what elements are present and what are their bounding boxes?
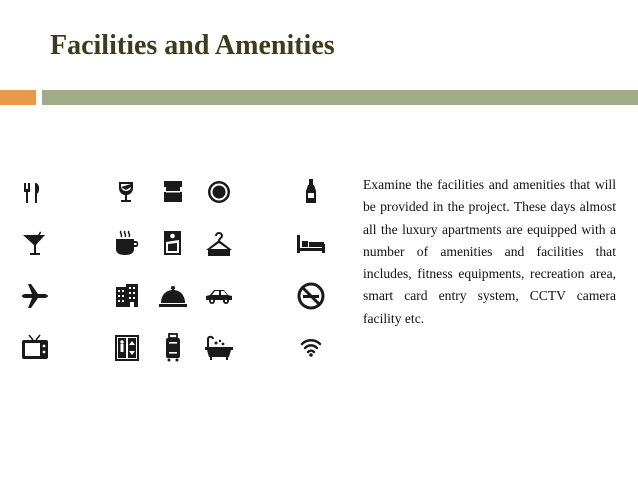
bathtub-icon — [202, 324, 248, 372]
accent-bar-green — [42, 90, 638, 105]
cocktail-icon — [18, 220, 64, 268]
bottle-icon — [294, 168, 340, 216]
building-icon — [110, 272, 156, 320]
luggage-icon — [156, 324, 202, 372]
door-hanger-icon — [156, 220, 202, 268]
plate-icon — [202, 168, 248, 216]
slide-body-text: Examine the facilities and amenities that will be provided in the project. These days almost all the luxury apartments are equipped with a number of amenities and facilities that includes, fitness equipments, recreation area, smart card entry system, CCTV camera facility etc. — [363, 177, 616, 326]
car-icon — [202, 272, 248, 320]
bed-icon — [294, 220, 340, 268]
fork-knife-icon — [18, 168, 64, 216]
wine-glass-icon — [110, 168, 156, 216]
tv-icon — [18, 324, 64, 372]
no-smoking-icon — [294, 272, 340, 320]
wifi-icon — [294, 324, 340, 372]
hanger-icon — [202, 220, 248, 268]
elevator-icon — [110, 324, 156, 372]
slide-title: Facilities and Amenities — [50, 30, 335, 61]
airplane-icon — [18, 272, 64, 320]
amenity-icon-grid — [18, 168, 340, 372]
room-service-icon — [156, 272, 202, 320]
coffee-cup-icon — [110, 220, 156, 268]
accent-bar-orange — [0, 90, 36, 105]
chef-hat-icon — [156, 168, 202, 216]
